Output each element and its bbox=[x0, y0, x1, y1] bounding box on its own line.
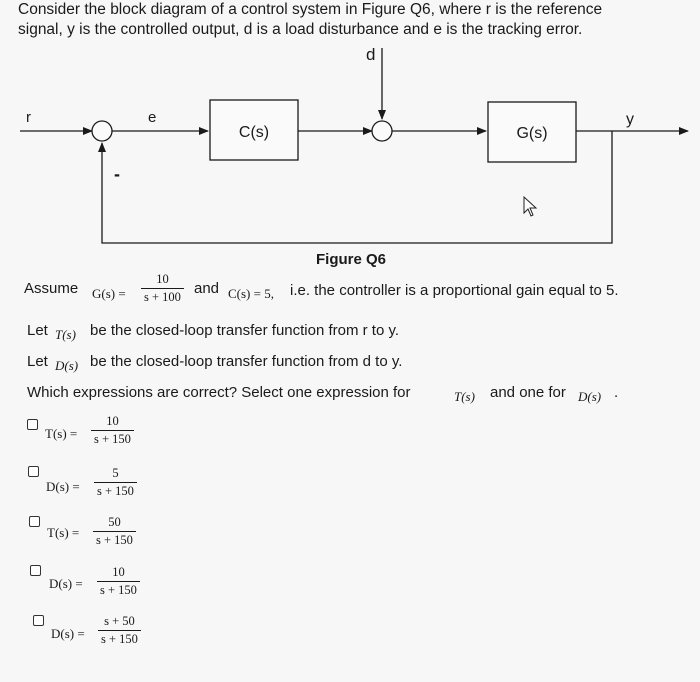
option-5-fraction bbox=[98, 614, 141, 647]
option-1-fraction bbox=[91, 414, 134, 447]
option-5-denominator: s + 150 bbox=[101, 632, 138, 646]
minus-sign: - bbox=[114, 164, 120, 184]
let-d-suffix: be the closed-loop transfer function from d to y. bbox=[90, 353, 403, 370]
t-symbol: T(s) bbox=[55, 327, 76, 342]
option-4-denominator: s + 150 bbox=[100, 583, 137, 597]
g-lhs: G(s) = bbox=[92, 286, 126, 301]
option-1-lhs: T(s) = bbox=[45, 426, 78, 441]
option-5-lhs: D(s) = bbox=[51, 626, 85, 641]
g-denominator: s + 100 bbox=[144, 290, 181, 304]
option-1-checkbox[interactable] bbox=[27, 419, 38, 430]
question-and-one-for: and one for bbox=[490, 384, 566, 401]
option-3-denominator: s + 150 bbox=[96, 533, 133, 547]
intro-line-2: signal, y is the controlled output, d is a load disturbance and e is the tracking error. bbox=[18, 21, 583, 38]
question-end: . bbox=[614, 384, 619, 401]
let-t-prefix: Let bbox=[27, 322, 48, 339]
y-label: y bbox=[626, 111, 634, 128]
e-label: e bbox=[148, 109, 157, 126]
option-4-checkbox[interactable] bbox=[30, 565, 41, 576]
option-4-fraction bbox=[97, 565, 140, 598]
question-t-symbol: T(s) bbox=[454, 389, 475, 404]
plant-block-label: G(s) bbox=[516, 125, 548, 142]
question-text: Which expressions are correct? Select one expression for bbox=[27, 384, 411, 401]
option-2-lhs: D(s) = bbox=[46, 479, 80, 494]
option-2-checkbox[interactable] bbox=[28, 466, 39, 477]
option-2-numerator: 5 bbox=[112, 466, 119, 480]
summing-junction-1 bbox=[92, 121, 112, 141]
summing-junction-2 bbox=[372, 121, 392, 141]
question-d-symbol: D(s) bbox=[578, 389, 602, 404]
let-t-suffix: be the closed-loop transfer function from r to y. bbox=[90, 322, 400, 339]
assume-prefix: Assume bbox=[24, 280, 79, 297]
option-3-lhs: T(s) = bbox=[47, 525, 80, 540]
let-d-prefix: Let bbox=[27, 353, 48, 370]
option-1-denominator: s + 150 bbox=[94, 432, 131, 446]
option-3-numerator: 50 bbox=[108, 515, 121, 529]
option-4-numerator: 10 bbox=[112, 565, 125, 579]
option-3-fraction bbox=[93, 515, 136, 548]
d-label: d bbox=[366, 45, 376, 64]
g-fraction bbox=[141, 272, 184, 305]
option-1-numerator: 10 bbox=[106, 414, 119, 428]
option-3-checkbox[interactable] bbox=[29, 516, 40, 527]
option-5-checkbox[interactable] bbox=[33, 615, 44, 626]
and-word: and bbox=[194, 280, 220, 297]
assume-suffix: i.e. the controller is a proportional gain equal to 5. bbox=[290, 282, 619, 299]
r-label: r bbox=[26, 109, 31, 126]
intro-line-1: Consider the block diagram of a control system in Figure Q6, where r is the reference bbox=[18, 1, 603, 18]
option-2-fraction bbox=[94, 466, 137, 499]
g-numerator: 10 bbox=[156, 272, 169, 286]
figure-caption: Figure Q6 bbox=[316, 251, 387, 268]
mouse-pointer-icon bbox=[524, 197, 536, 216]
controller-block-label: C(s) bbox=[238, 124, 270, 141]
option-5-numerator: s + 50 bbox=[104, 614, 135, 628]
c-expression: C(s) = 5, bbox=[228, 286, 274, 301]
option-4-lhs: D(s) = bbox=[49, 576, 83, 591]
d-symbol: D(s) bbox=[55, 358, 79, 373]
option-2-denominator: s + 150 bbox=[97, 484, 134, 498]
